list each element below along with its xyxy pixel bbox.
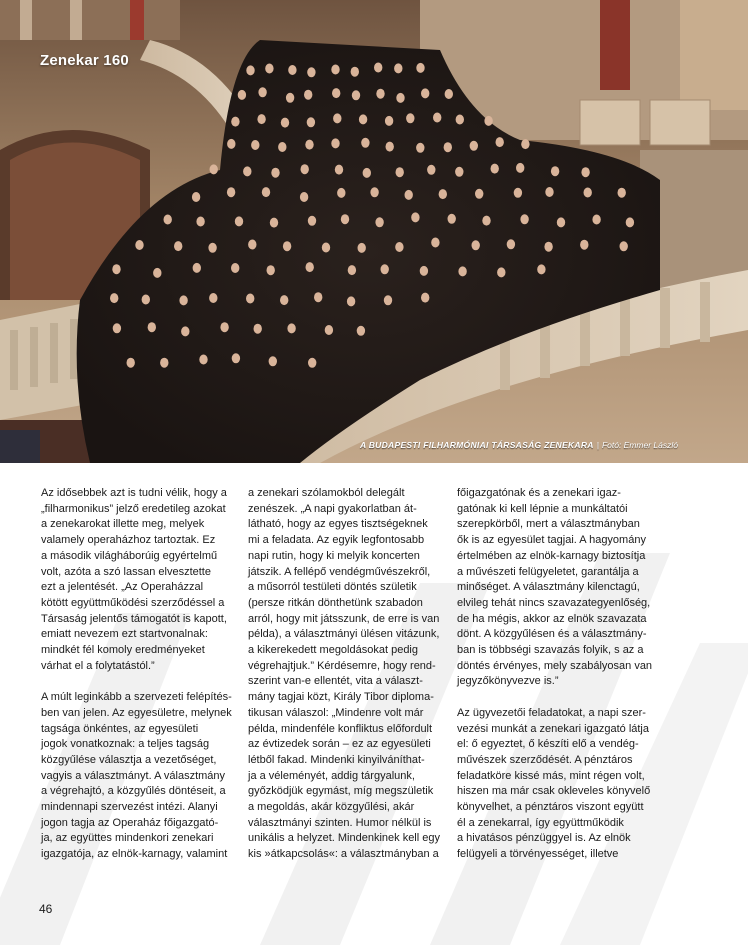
text-line: döntés érvényes, mely szabályosan van	[457, 659, 653, 672]
face-mark	[308, 216, 316, 226]
text-line: a zenekarokat illette meg, melyek	[41, 518, 205, 531]
face-mark	[196, 217, 204, 227]
face-mark	[248, 240, 256, 250]
face-mark	[265, 64, 273, 74]
face-mark	[375, 217, 383, 227]
text-line: kis »átkapcsolás«: a választmányban a	[248, 848, 439, 861]
face-mark	[427, 165, 435, 175]
face-mark	[357, 326, 365, 336]
face-mark	[421, 293, 429, 303]
face-mark	[278, 142, 286, 152]
text-line: közgyűlése választja a vezetőséget,	[41, 753, 217, 766]
text-line: könyvelhet, a pénztáros viszont együtt	[457, 801, 644, 814]
face-mark	[199, 355, 207, 365]
face-mark	[347, 296, 355, 306]
text-line: jogon tagja az Operaház főigazgató-	[41, 816, 219, 829]
face-mark	[322, 243, 330, 253]
face-mark	[405, 190, 413, 200]
paragraph-gap	[457, 690, 667, 706]
face-mark	[333, 113, 341, 123]
face-mark	[307, 67, 315, 77]
face-mark	[238, 90, 246, 100]
text-line: mi a feladata. Az egyik legfontosabb	[248, 534, 425, 547]
face-mark	[281, 118, 289, 128]
face-mark	[246, 65, 254, 75]
face-mark	[135, 240, 143, 250]
face-mark	[232, 353, 240, 363]
face-mark	[445, 89, 453, 99]
text-line: ők is az egyesület tagjai. A hagyomány	[457, 534, 646, 547]
face-mark	[626, 217, 634, 227]
face-mark	[516, 163, 524, 173]
text-column-2	[248, 486, 448, 863]
face-mark	[280, 295, 288, 305]
face-mark	[305, 140, 313, 150]
face-mark	[208, 243, 216, 253]
text-line: a művészeti felügyeletet, garantálja a	[457, 565, 639, 578]
face-mark	[358, 243, 366, 253]
face-mark	[370, 187, 378, 197]
text-line: ben van jelen. Az egyesületre, melynek	[41, 706, 232, 719]
text-line: mindennapi szervezést intézi. Alanyi	[41, 801, 218, 814]
face-mark	[142, 295, 150, 305]
face-mark	[271, 168, 279, 178]
text-line: főigazgatónak és a zenekari igaz-	[457, 487, 621, 499]
face-mark	[335, 165, 343, 175]
text-line: szerepkörből, mert a választmányban	[457, 518, 640, 531]
text-line: valamely operaházhoz tartoztak. Ez	[41, 534, 216, 547]
caption-title: A BUDAPESTI FILHARMÓNIAI TÁRSASÁG ZENEKARA	[359, 440, 594, 450]
text-line: ezt a jelentését. „Az Operaházzal	[41, 581, 204, 594]
text-line: létből fakad. Mindenki kinyilváníthat-	[248, 753, 425, 766]
text-line: Társaság jelentős támogatót is kapott,	[41, 612, 227, 625]
face-mark	[227, 187, 235, 197]
page-number: 46	[39, 902, 53, 916]
text-column-1	[41, 486, 231, 863]
face-mark	[361, 138, 369, 148]
text-line: zenészek. „A napi gyakorlatban át-	[248, 502, 417, 515]
face-mark	[448, 214, 456, 224]
text-line: látható, hogy az egyes tisztségeknek	[248, 518, 428, 531]
face-mark	[394, 63, 402, 73]
face-mark	[581, 167, 589, 177]
text-line: unikális a helyzet. Mindenkinek kell egy	[248, 832, 440, 845]
text-line: ja a véleményét, addig tárgyalunk,	[248, 769, 415, 782]
face-mark	[618, 188, 626, 198]
face-mark	[258, 87, 266, 97]
face-mark	[521, 139, 529, 149]
face-mark	[351, 67, 359, 77]
face-mark	[470, 141, 478, 151]
face-mark	[288, 65, 296, 75]
face-mark	[160, 358, 168, 368]
face-mark	[374, 63, 382, 73]
face-mark	[231, 117, 239, 127]
face-mark	[458, 266, 466, 276]
face-mark	[246, 294, 254, 304]
face-mark	[283, 241, 291, 251]
photo-scene	[0, 0, 748, 463]
face-mark	[520, 214, 528, 224]
face-mark	[153, 268, 161, 278]
face-mark	[181, 326, 189, 336]
text-line: A múlt leginkább a szervezeti felépítés-	[41, 691, 232, 704]
face-mark	[592, 215, 600, 225]
face-mark	[262, 187, 270, 197]
paragraph-gap	[41, 674, 231, 690]
face-mark	[110, 293, 118, 303]
text-line: gatónak ki kell lépnie a munkáltatói	[457, 502, 628, 515]
face-mark	[363, 168, 371, 178]
face-mark	[231, 263, 239, 273]
face-mark	[444, 142, 452, 152]
text-line: ban is többségi szavazás folyik, s az a	[457, 644, 644, 657]
text-line: választmányi szinten. Humor nélkül is	[248, 816, 432, 829]
face-mark	[395, 242, 403, 252]
face-mark	[396, 93, 404, 103]
text-line: tagsága önkéntes, az egyesületi	[41, 722, 199, 735]
text-line: várhat el a folytatástól.”	[41, 659, 155, 672]
face-mark	[243, 166, 251, 176]
text-line: minőséget. A választmány kilenctagú,	[457, 581, 640, 594]
text-column-3	[457, 486, 667, 863]
face-mark	[331, 65, 339, 75]
face-mark	[551, 166, 559, 176]
text-line: feladatköre kissé más, mint régen volt,	[457, 769, 645, 782]
text-line: tikusan válaszol: „Mindenre volt már	[248, 706, 424, 719]
text-line: a végrehajtó, a közgyűlés döntéseit, a	[41, 785, 226, 798]
text-line: győzködjük egymást, míg megszületik	[248, 785, 434, 798]
caption-separator: |	[596, 440, 599, 450]
face-mark	[210, 164, 218, 174]
face-mark	[308, 358, 316, 368]
face-mark	[235, 216, 243, 226]
text-line: vagyis a választmányt. A választmány	[41, 769, 226, 782]
face-mark	[314, 292, 322, 302]
text-line: igazgatója, az elnök-karnagy, valamint	[41, 848, 228, 861]
face-mark	[227, 139, 235, 149]
face-mark	[254, 324, 262, 334]
face-mark	[433, 113, 441, 123]
text-line: mindkét fél komoly eredményeket	[41, 644, 205, 657]
face-mark	[325, 325, 333, 335]
text-line: Az ügyvezetői feladatokat, a napi szer-	[457, 706, 646, 719]
face-mark	[304, 90, 312, 100]
face-mark	[301, 164, 309, 174]
face-mark	[331, 138, 339, 148]
text-line: él a zenekarral, így együttműködik	[457, 816, 624, 829]
face-mark	[269, 356, 277, 366]
face-mark	[472, 240, 480, 250]
text-line: el: ő egyeztet, ő készíti elő a vendég-	[457, 738, 639, 751]
face-mark	[112, 264, 120, 274]
caption-credit: Fotó: Emmer László	[601, 440, 678, 450]
orchestra-photo	[0, 0, 748, 463]
text-line: példa), a választmányi ülésen vitázunk,	[248, 628, 440, 641]
face-mark	[580, 240, 588, 250]
face-mark	[421, 88, 429, 98]
face-mark	[251, 140, 259, 150]
face-mark	[416, 143, 424, 153]
text-line: „filharmonikus” jelző eredetileg azokat	[41, 502, 226, 515]
face-mark	[475, 189, 483, 199]
face-mark	[179, 295, 187, 305]
face-mark	[507, 239, 515, 249]
face-mark	[456, 115, 464, 125]
face-mark	[209, 293, 217, 303]
text-line: szerint van-e ellentét, vita a választ-	[248, 675, 423, 688]
text-line: értelmében az elnök-karnagy biztosítja	[457, 549, 646, 562]
face-mark	[431, 238, 439, 248]
text-line: a megoldás, akár közgyűlési, akár	[248, 801, 415, 814]
face-mark	[332, 88, 340, 98]
face-mark	[482, 216, 490, 226]
face-mark	[164, 215, 172, 225]
text-line: kötött együttműködési szerződéssel a	[41, 596, 225, 609]
face-mark	[220, 322, 228, 332]
text-line: a hivatásos pénzüggyel is. Az elnök	[457, 832, 631, 845]
section-label: Zenekar 160	[40, 52, 129, 69]
face-mark	[537, 264, 545, 274]
face-mark	[192, 192, 200, 202]
face-mark	[420, 266, 428, 276]
text-line: de ha mégis, akkor az elnök szavazata	[457, 612, 647, 625]
face-mark	[148, 322, 156, 332]
text-line: jogok vonatkoznak: a teljes tagság	[41, 738, 210, 751]
text-line: a második világháborúig egyértelmű	[41, 549, 218, 562]
face-mark	[174, 241, 182, 251]
face-mark	[270, 218, 278, 228]
face-mark	[306, 262, 314, 272]
face-mark	[386, 142, 394, 152]
text-line: mány tagjai közt, Király Tibor diploma-	[248, 691, 434, 704]
face-mark	[411, 212, 419, 222]
face-mark	[544, 242, 552, 252]
face-mark	[352, 90, 360, 100]
text-line: az évtizedek során – ez az egyesületi	[248, 738, 431, 751]
text-line: napi rutin, hogy ki melyik koncerten	[248, 549, 420, 562]
face-mark	[341, 214, 349, 224]
face-mark	[193, 263, 201, 273]
face-mark	[300, 192, 308, 202]
text-line: emiatt nevezem ezt startvonalnak:	[41, 628, 208, 641]
text-line: a kikerekedett megoldásokat pedig	[248, 644, 418, 657]
face-mark	[384, 295, 392, 305]
text-line: hiszen ma már csak okleveles könyvelő	[457, 785, 651, 798]
face-mark	[287, 323, 295, 333]
face-mark	[385, 116, 393, 126]
text-line: példa, mindenféle konfliktus előfordult	[248, 722, 433, 735]
face-mark	[514, 188, 522, 198]
face-mark	[396, 167, 404, 177]
face-mark	[381, 264, 389, 274]
text-line: dönt. A közgyűlésen és a választmány-	[457, 628, 647, 641]
face-mark	[337, 188, 345, 198]
text-line: volt, azóta a szó lassan elvesztette	[41, 565, 211, 578]
text-line: Az idősebbek azt is tudni vélik, hogy a	[41, 487, 227, 499]
face-mark	[406, 113, 414, 123]
face-mark	[455, 167, 463, 177]
face-mark	[359, 114, 367, 124]
face-mark	[307, 117, 315, 127]
face-mark	[557, 217, 565, 227]
face-mark	[376, 89, 384, 99]
text-line: arról, hogy mit játsszunk, de erre is van	[248, 612, 440, 625]
face-mark	[113, 323, 121, 333]
text-line: elvileg tehát nincs szavazategyenlőség,	[457, 596, 651, 609]
face-mark	[496, 137, 504, 147]
face-mark	[416, 63, 424, 73]
text-line: játszik. A fellépő vendégművészekről,	[248, 565, 431, 578]
text-line: felügyeli a törvényességet, illetve	[457, 848, 619, 861]
text-line: művészek szerződését. A pénztáros	[457, 753, 633, 766]
face-mark	[484, 116, 492, 126]
face-mark	[348, 265, 356, 275]
face-mark	[497, 267, 505, 277]
face-mark	[267, 265, 275, 275]
text-line: ja, az együttes mindenkori zenekari	[41, 832, 214, 845]
face-mark	[257, 114, 265, 124]
face-mark	[545, 187, 553, 197]
text-line: (persze ritkán dönthetünk szabadon	[248, 596, 423, 609]
face-mark	[620, 241, 628, 251]
face-mark	[491, 164, 499, 174]
text-line: a zenekari szólamokból delegált	[248, 487, 405, 499]
face-mark	[127, 358, 135, 368]
face-mark	[584, 188, 592, 198]
text-line: jegyzőkönyvezve is.”	[457, 675, 559, 688]
text-line: a műsorról testületi döntés születik	[248, 581, 417, 594]
face-mark	[286, 93, 294, 103]
text-line: végrehajtjuk.” Kérdésemre, hogy rend-	[248, 659, 436, 672]
text-line: vezési munkát a zenekari igazgató látja	[457, 722, 649, 735]
photo-caption	[360, 440, 678, 450]
face-mark	[439, 189, 447, 199]
